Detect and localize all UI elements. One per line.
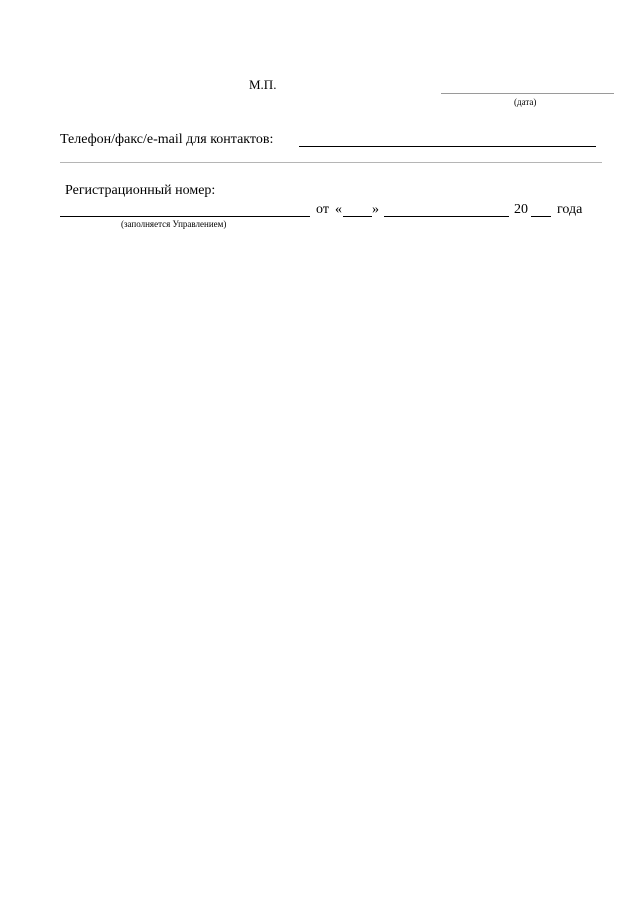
date-signature-line <box>441 93 614 94</box>
year-fill-line[interactable] <box>531 216 551 217</box>
date-caption: (дата) <box>514 97 537 107</box>
month-fill-line[interactable] <box>384 216 509 217</box>
stamp-label: М.П. <box>249 77 277 92</box>
section-divider <box>60 162 602 163</box>
quote-close: » <box>372 202 379 217</box>
contacts-label: Телефон/факс/e-mail для контактов: <box>60 132 274 147</box>
registration-number-fill-line[interactable] <box>60 216 310 217</box>
registration-number-label: Регистрационный номер: <box>65 183 216 198</box>
year-word: года <box>557 202 583 217</box>
day-fill-line[interactable] <box>343 216 372 217</box>
contacts-fill-line[interactable] <box>299 146 596 147</box>
from-label: от <box>316 202 329 217</box>
registration-number-caption: (заполняется Управлением) <box>121 219 227 229</box>
century-prefix: 20 <box>514 202 528 217</box>
quote-open: « <box>335 202 342 217</box>
